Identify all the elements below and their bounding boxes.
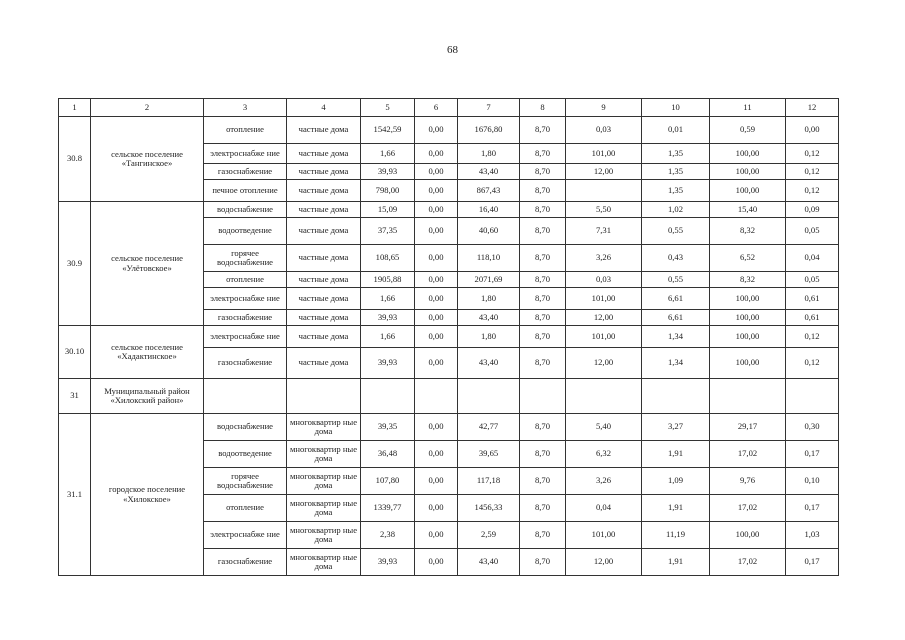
value-cell-c5: 107,80	[361, 468, 415, 495]
value-cell-c11: 100,00	[710, 180, 786, 202]
value-cell-c7: 43,40	[458, 348, 520, 379]
value-cell-c7: 43,40	[458, 310, 520, 326]
service-cell: газоснабжение	[204, 164, 287, 180]
value-cell-c12: 0,12	[786, 348, 839, 379]
value-cell-c5: 39,93	[361, 549, 415, 576]
tariff-table	[58, 98, 839, 576]
value-cell-c6: 0,00	[415, 202, 458, 218]
value-cell-c6: 0,00	[415, 218, 458, 245]
value-cell-c10: 6,61	[642, 310, 710, 326]
value-cell-c12: 0,17	[786, 441, 839, 468]
value-cell-c9: 101,00	[566, 288, 642, 310]
value-cell-c10: 11,19	[642, 522, 710, 549]
value-cell-c7: 1456,33	[458, 495, 520, 522]
consumer-cell: многоквартир ные дома	[287, 522, 361, 549]
table-row	[59, 326, 839, 348]
municipality-name: сельское поселение «Хадактинское»	[91, 326, 204, 379]
value-cell-c6: 0,00	[415, 441, 458, 468]
column-header: 12	[786, 99, 839, 117]
value-cell-c5: 39,35	[361, 414, 415, 441]
consumer-cell: частные дома	[287, 288, 361, 310]
service-cell: газоснабжение	[204, 348, 287, 379]
value-cell-c8: 8,70	[520, 272, 566, 288]
value-cell-c10	[642, 379, 710, 414]
value-cell-c5: 39,93	[361, 164, 415, 180]
value-cell-c5: 1,66	[361, 326, 415, 348]
value-cell-c7: 16,40	[458, 202, 520, 218]
value-cell-c12: 0,10	[786, 468, 839, 495]
value-cell-c11: 100,00	[710, 348, 786, 379]
value-cell-c10: 1,91	[642, 441, 710, 468]
table-row	[59, 117, 839, 144]
value-cell-c8: 8,70	[520, 468, 566, 495]
value-cell-c10: 0,55	[642, 218, 710, 245]
value-cell-c5: 39,93	[361, 310, 415, 326]
municipality-name: сельское поселение «Тангинское»	[91, 117, 204, 202]
value-cell-c12: 0,61	[786, 310, 839, 326]
service-cell: отопление	[204, 272, 287, 288]
consumer-cell: частные дома	[287, 218, 361, 245]
value-cell-c11: 0,59	[710, 117, 786, 144]
value-cell-c6	[415, 379, 458, 414]
consumer-cell: частные дома	[287, 310, 361, 326]
consumer-cell: многоквартир ные дома	[287, 441, 361, 468]
column-header: 3	[204, 99, 287, 117]
value-cell-c11: 6,52	[710, 245, 786, 272]
column-header: 11	[710, 99, 786, 117]
value-cell-c6: 0,00	[415, 348, 458, 379]
value-cell-c8: 8,70	[520, 549, 566, 576]
value-cell-c11: 8,32	[710, 272, 786, 288]
value-cell-c11: 17,02	[710, 549, 786, 576]
value-cell-c12: 0,05	[786, 218, 839, 245]
value-cell-c8: 8,70	[520, 348, 566, 379]
value-cell-c11: 100,00	[710, 164, 786, 180]
row-code: 31.1	[59, 414, 91, 576]
value-cell-c6: 0,00	[415, 245, 458, 272]
value-cell-c8: 8,70	[520, 288, 566, 310]
value-cell-c11: 15,40	[710, 202, 786, 218]
value-cell-c9	[566, 379, 642, 414]
value-cell-c8: 8,70	[520, 495, 566, 522]
page-number: 68	[447, 44, 458, 56]
value-cell-c10: 1,35	[642, 164, 710, 180]
value-cell-c10: 1,91	[642, 495, 710, 522]
value-cell-c6: 0,00	[415, 288, 458, 310]
value-cell-c6: 0,00	[415, 549, 458, 576]
consumer-cell: частные дома	[287, 164, 361, 180]
service-cell: газоснабжение	[204, 549, 287, 576]
value-cell-c8: 8,70	[520, 441, 566, 468]
municipality-name: сельское поселение «Улётовское»	[91, 202, 204, 326]
consumer-cell: многоквартир ные дома	[287, 495, 361, 522]
value-cell-c10: 6,61	[642, 288, 710, 310]
column-header: 7	[458, 99, 520, 117]
value-cell-c12: 0,17	[786, 495, 839, 522]
table-row	[59, 414, 839, 441]
value-cell-c7: 43,40	[458, 549, 520, 576]
value-cell-c8: 8,70	[520, 164, 566, 180]
service-cell: водоснабжение	[204, 202, 287, 218]
value-cell-c7: 1,80	[458, 144, 520, 164]
column-header: 5	[361, 99, 415, 117]
value-cell-c12: 0,09	[786, 202, 839, 218]
column-header: 2	[91, 99, 204, 117]
column-header: 6	[415, 99, 458, 117]
value-cell-c6: 0,00	[415, 414, 458, 441]
service-cell: отопление	[204, 117, 287, 144]
value-cell-c7: 1,80	[458, 326, 520, 348]
value-cell-c12: 0,12	[786, 180, 839, 202]
value-cell-c9: 0,03	[566, 117, 642, 144]
value-cell-c6: 0,00	[415, 180, 458, 202]
value-cell-c5	[361, 379, 415, 414]
value-cell-c10: 0,43	[642, 245, 710, 272]
value-cell-c10: 1,02	[642, 202, 710, 218]
value-cell-c5: 15,09	[361, 202, 415, 218]
value-cell-c9: 12,00	[566, 549, 642, 576]
value-cell-c6: 0,00	[415, 310, 458, 326]
service-cell: электроснабже ние	[204, 326, 287, 348]
value-cell-c7: 2,59	[458, 522, 520, 549]
value-cell-c9: 5,40	[566, 414, 642, 441]
service-cell: электроснабже ние	[204, 288, 287, 310]
value-cell-c10: 1,35	[642, 144, 710, 164]
value-cell-c10: 0,01	[642, 117, 710, 144]
consumer-cell: частные дома	[287, 202, 361, 218]
value-cell-c9: 101,00	[566, 326, 642, 348]
column-header: 1	[59, 99, 91, 117]
row-code: 30.8	[59, 117, 91, 202]
value-cell-c8: 8,70	[520, 245, 566, 272]
service-cell: отопление	[204, 495, 287, 522]
value-cell-c5: 1,66	[361, 144, 415, 164]
value-cell-c8: 8,70	[520, 218, 566, 245]
row-code: 30.10	[59, 326, 91, 379]
value-cell-c11: 17,02	[710, 495, 786, 522]
value-cell-c9: 6,32	[566, 441, 642, 468]
value-cell-c7	[458, 379, 520, 414]
service-cell: горячее водоснабжение	[204, 468, 287, 495]
value-cell-c10: 1,09	[642, 468, 710, 495]
value-cell-c12: 0,04	[786, 245, 839, 272]
consumer-cell	[287, 379, 361, 414]
value-cell-c12: 0,61	[786, 288, 839, 310]
value-cell-c9: 7,31	[566, 218, 642, 245]
value-cell-c8: 8,70	[520, 144, 566, 164]
value-cell-c9: 101,00	[566, 144, 642, 164]
service-cell: водоотведение	[204, 218, 287, 245]
value-cell-c9: 12,00	[566, 348, 642, 379]
row-code: 31	[59, 379, 91, 414]
value-cell-c10: 0,55	[642, 272, 710, 288]
value-cell-c5: 2,38	[361, 522, 415, 549]
value-cell-c9: 3,26	[566, 468, 642, 495]
value-cell-c9: 12,00	[566, 310, 642, 326]
municipality-name: городское поселение «Хилокское»	[91, 414, 204, 576]
value-cell-c12: 0,12	[786, 144, 839, 164]
value-cell-c12	[786, 379, 839, 414]
value-cell-c7: 117,18	[458, 468, 520, 495]
value-cell-c8: 8,70	[520, 310, 566, 326]
value-cell-c10: 3,27	[642, 414, 710, 441]
value-cell-c8: 8,70	[520, 326, 566, 348]
value-cell-c7: 1,80	[458, 288, 520, 310]
value-cell-c9: 101,00	[566, 522, 642, 549]
value-cell-c12: 0,05	[786, 272, 839, 288]
value-cell-c5: 36,48	[361, 441, 415, 468]
table-row	[59, 379, 839, 414]
value-cell-c10: 1,34	[642, 326, 710, 348]
value-cell-c9: 0,03	[566, 272, 642, 288]
value-cell-c5: 39,93	[361, 348, 415, 379]
consumer-cell: многоквартир ные дома	[287, 549, 361, 576]
consumer-cell: частные дома	[287, 326, 361, 348]
value-cell-c11: 100,00	[710, 522, 786, 549]
value-cell-c6: 0,00	[415, 495, 458, 522]
value-cell-c5: 1905,88	[361, 272, 415, 288]
value-cell-c11: 17,02	[710, 441, 786, 468]
value-cell-c7: 43,40	[458, 164, 520, 180]
value-cell-c6: 0,00	[415, 272, 458, 288]
value-cell-c7: 39,65	[458, 441, 520, 468]
row-code: 30.9	[59, 202, 91, 326]
value-cell-c11: 8,32	[710, 218, 786, 245]
service-cell: печное отопление	[204, 180, 287, 202]
value-cell-c7: 40,60	[458, 218, 520, 245]
value-cell-c5: 1339,77	[361, 495, 415, 522]
consumer-cell: частные дома	[287, 144, 361, 164]
value-cell-c11: 100,00	[710, 326, 786, 348]
value-cell-c10: 1,35	[642, 180, 710, 202]
value-cell-c11: 100,00	[710, 144, 786, 164]
value-cell-c9: 5,50	[566, 202, 642, 218]
value-cell-c6: 0,00	[415, 144, 458, 164]
value-cell-c11: 9,76	[710, 468, 786, 495]
service-cell: водоотведение	[204, 441, 287, 468]
service-cell: газоснабжение	[204, 310, 287, 326]
value-cell-c12: 1,03	[786, 522, 839, 549]
table-row	[59, 202, 839, 218]
consumer-cell: частные дома	[287, 348, 361, 379]
value-cell-c5: 37,35	[361, 218, 415, 245]
value-cell-c6: 0,00	[415, 522, 458, 549]
table-body	[59, 117, 839, 576]
consumer-cell: частные дома	[287, 117, 361, 144]
column-header: 8	[520, 99, 566, 117]
value-cell-c5: 1542,59	[361, 117, 415, 144]
value-cell-c6: 0,00	[415, 164, 458, 180]
consumer-cell: многоквартир ные дома	[287, 468, 361, 495]
service-cell: водоснабжение	[204, 414, 287, 441]
service-cell	[204, 379, 287, 414]
value-cell-c10: 1,34	[642, 348, 710, 379]
value-cell-c9: 0,04	[566, 495, 642, 522]
value-cell-c8	[520, 379, 566, 414]
service-cell: электроснабже ние	[204, 522, 287, 549]
value-cell-c11: 29,17	[710, 414, 786, 441]
value-cell-c12: 0,30	[786, 414, 839, 441]
service-cell: электроснабже ние	[204, 144, 287, 164]
value-cell-c6: 0,00	[415, 468, 458, 495]
value-cell-c8: 8,70	[520, 414, 566, 441]
value-cell-c8: 8,70	[520, 522, 566, 549]
value-cell-c12: 0,12	[786, 164, 839, 180]
value-cell-c5: 1,66	[361, 288, 415, 310]
value-cell-c11: 100,00	[710, 310, 786, 326]
value-cell-c7: 118,10	[458, 245, 520, 272]
value-cell-c12: 0,00	[786, 117, 839, 144]
value-cell-c12: 0,17	[786, 549, 839, 576]
value-cell-c11	[710, 379, 786, 414]
value-cell-c8: 8,70	[520, 117, 566, 144]
value-cell-c9	[566, 180, 642, 202]
value-cell-c6: 0,00	[415, 117, 458, 144]
value-cell-c5: 798,00	[361, 180, 415, 202]
value-cell-c7: 2071,69	[458, 272, 520, 288]
value-cell-c12: 0,12	[786, 326, 839, 348]
column-header: 10	[642, 99, 710, 117]
value-cell-c10: 1,91	[642, 549, 710, 576]
value-cell-c9: 3,26	[566, 245, 642, 272]
value-cell-c7: 1676,80	[458, 117, 520, 144]
consumer-cell: частные дома	[287, 180, 361, 202]
value-cell-c7: 867,43	[458, 180, 520, 202]
value-cell-c8: 8,70	[520, 202, 566, 218]
header-row	[59, 99, 839, 117]
value-cell-c11: 100,00	[710, 288, 786, 310]
municipality-name: Муниципальный район «Хилокский район»	[91, 379, 204, 414]
value-cell-c6: 0,00	[415, 326, 458, 348]
value-cell-c5: 108,65	[361, 245, 415, 272]
service-cell: горячее водоснабжение	[204, 245, 287, 272]
column-header: 9	[566, 99, 642, 117]
consumer-cell: частные дома	[287, 272, 361, 288]
column-header: 4	[287, 99, 361, 117]
consumer-cell: частные дома	[287, 245, 361, 272]
consumer-cell: многоквартир ные дома	[287, 414, 361, 441]
value-cell-c8: 8,70	[520, 180, 566, 202]
value-cell-c7: 42,77	[458, 414, 520, 441]
value-cell-c9: 12,00	[566, 164, 642, 180]
